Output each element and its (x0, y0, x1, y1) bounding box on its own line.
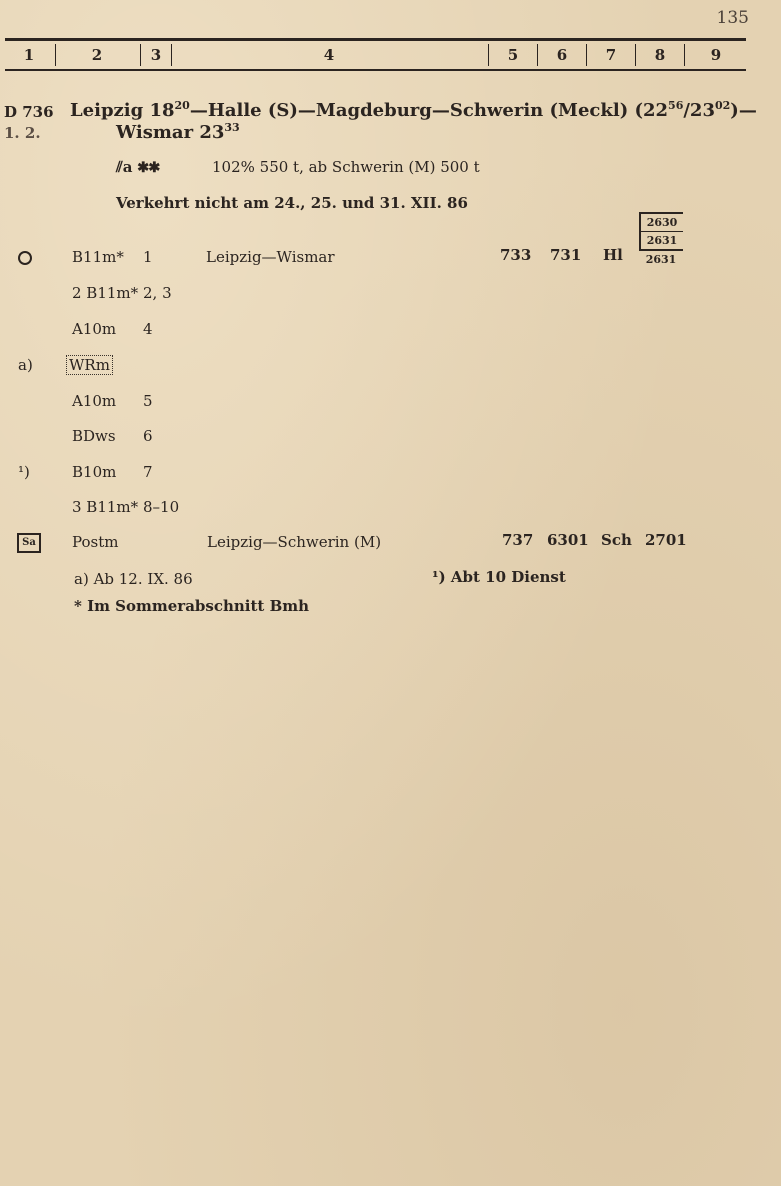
route-continue: )— (730, 100, 757, 121)
route-start-minute: 20 (174, 99, 190, 112)
circle-marker-icon (18, 251, 32, 265)
car-position: 7 (143, 463, 153, 481)
route-time-minute: 56 (668, 99, 684, 112)
sa-badge: Sa (17, 533, 41, 553)
car-type: B11m* (72, 248, 124, 266)
col-separator (140, 44, 141, 66)
post-col7: Sch (601, 531, 632, 549)
route-end-minute: 33 (224, 121, 240, 134)
train-route-line2 (116, 121, 240, 143)
route-middle: —Halle (S)—Magdeburg—Schwerin (Meckl) (22 (189, 100, 669, 121)
stack-value: 2631 (639, 232, 683, 251)
col-separator (488, 44, 489, 66)
page-number: 135 (716, 8, 749, 28)
car-type: WRm (66, 355, 113, 375)
stack-value: 2631 (645, 253, 677, 266)
car-mark: a) (18, 356, 33, 374)
post-col6: 6301 (547, 531, 589, 549)
train-route-line1 (70, 99, 757, 121)
car-position: 8–10 (143, 498, 180, 516)
car-position: 1 (143, 248, 153, 266)
col-2: 2 (91, 46, 103, 64)
route-time2: /23 (683, 100, 715, 121)
route-start: Leipzig 18 (70, 100, 175, 121)
train-classes: 1. 2. (4, 124, 41, 142)
car-type: BDws (72, 427, 116, 445)
col8-stack (639, 212, 683, 268)
car-type: A10m (72, 392, 117, 410)
col-9: 9 (710, 46, 722, 64)
car-position: 5 (143, 392, 153, 410)
car-position: 4 (143, 320, 153, 338)
col-separator (635, 44, 636, 66)
post-col8: 2701 (645, 531, 687, 549)
footnote-a: a) Ab 12. IX. 86 (74, 570, 193, 588)
col-6: 6 (556, 46, 568, 64)
col-separator (55, 44, 56, 66)
col-3: 3 (150, 46, 162, 64)
col-separator (171, 44, 172, 66)
footnote-star: * Im Sommerabschnitt Bmh (74, 597, 310, 615)
col-separator (684, 44, 685, 66)
car-col5: 733 (500, 246, 532, 264)
col-7: 7 (605, 46, 617, 64)
car-type-boxed (66, 356, 113, 374)
column-header (5, 38, 746, 71)
car-route: Leipzig—Wismar (206, 248, 335, 266)
col-8: 8 (654, 46, 666, 64)
train-number: D 736 (4, 103, 54, 121)
post-route: Leipzig—Schwerin (M) (207, 533, 382, 551)
stack-value: 2630 (639, 212, 683, 232)
train-symbols: ⫽a ✱✱ (116, 158, 160, 176)
not-running-note: Verkehrt nicht am 24., 25. und 31. XII. 86 (116, 194, 468, 212)
col-4: 4 (323, 46, 335, 64)
car-col7: Hl (603, 246, 623, 264)
post-col5: 737 (502, 531, 534, 549)
car-position: 6 (143, 427, 153, 445)
route-end: Wismar 23 (116, 122, 225, 143)
col-separator (537, 44, 538, 66)
col-1: 1 (23, 46, 35, 64)
train-load: 102% 550 t, ab Schwerin (M) 500 t (212, 158, 480, 176)
car-type: B10m (72, 463, 117, 481)
col-separator (586, 44, 587, 66)
car-mark: ¹) (18, 463, 30, 481)
car-type: A10m (72, 320, 117, 338)
car-position: 2, 3 (143, 284, 172, 302)
car-col6: 731 (550, 246, 582, 264)
col-5: 5 (507, 46, 519, 64)
route-time2-minute: 02 (714, 99, 731, 112)
car-type: 3 B11m* (72, 498, 139, 516)
footnote-1: ¹) Abt 10 Dienst (432, 568, 566, 586)
post-type: Postm (72, 533, 119, 551)
car-type: 2 B11m* (72, 284, 139, 302)
